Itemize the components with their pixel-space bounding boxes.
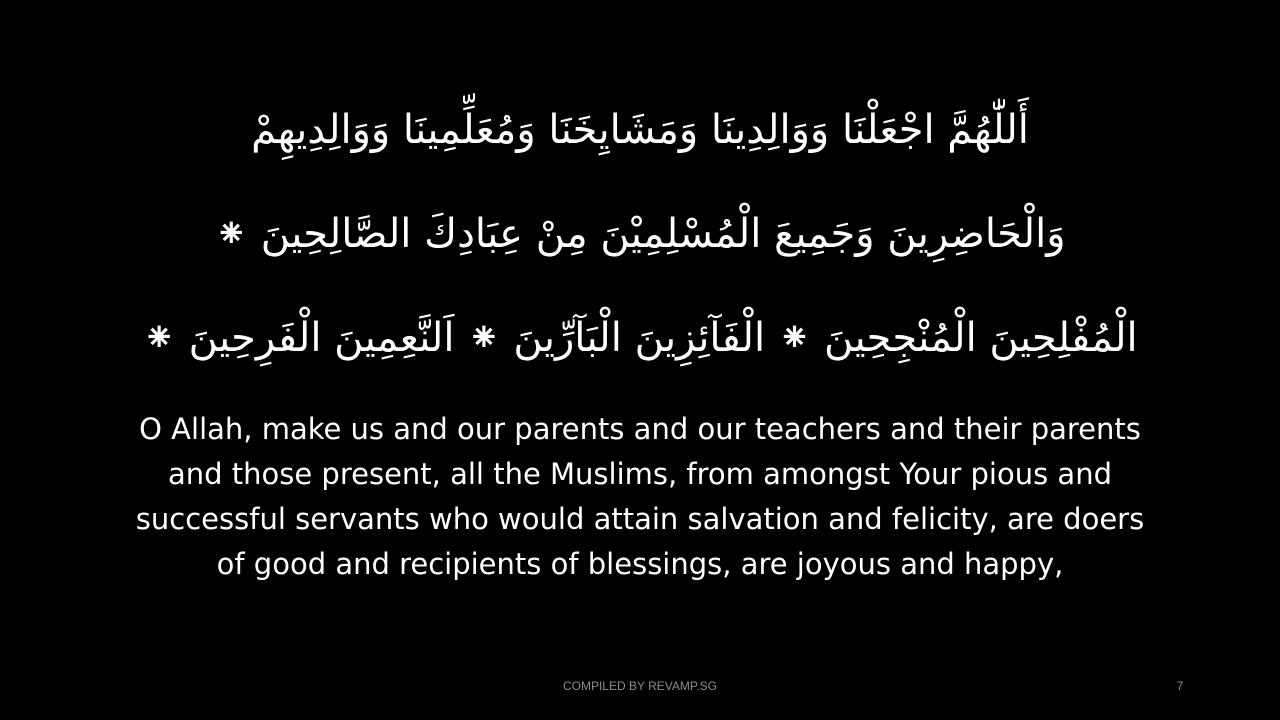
arabic-line: أَللّٰهُمَّ اجْعَلْنَا وَوَالِدِينَا وَمَشَايِخَنَا وَمُعَلِّمِينَا وَوَالِدِيهِمْ bbox=[251, 107, 1029, 153]
slide-footer bbox=[0, 679, 1280, 695]
slide-number: 7 bbox=[1176, 679, 1184, 693]
translation-line: O Allah, make us and our parents and our teachers and their parents bbox=[139, 412, 1141, 446]
english-translation bbox=[90, 407, 1190, 587]
translation-line: and those present, all the Muslims, from amongst Your pious and bbox=[167, 457, 1112, 491]
arabic-supplication bbox=[80, 78, 1200, 390]
translation-line: successful servants who would attain salvation and felicity, are doers bbox=[135, 502, 1145, 536]
arabic-line: وَالْحَاضِرِينَ وَجَمِيعَ الْمُسْلِمِيْنَ مِنْ عِبَادِكَ الصَّالِحِينَ ⁕ bbox=[214, 211, 1066, 257]
translation-line: of good and recipients of blessings, are joyous and happy, bbox=[216, 547, 1064, 581]
arabic-line: الْمُفْلِحِينَ الْمُنْجِحِينَ ⁕ الْفَآئِزِينَ الْبَآرِّينَ ⁕ اَلنَّعِمِينَ الْفَرِحِينَ ⁕ bbox=[142, 315, 1138, 361]
footer-credit: COMPILED BY REVAMP.SG bbox=[562, 679, 718, 693]
